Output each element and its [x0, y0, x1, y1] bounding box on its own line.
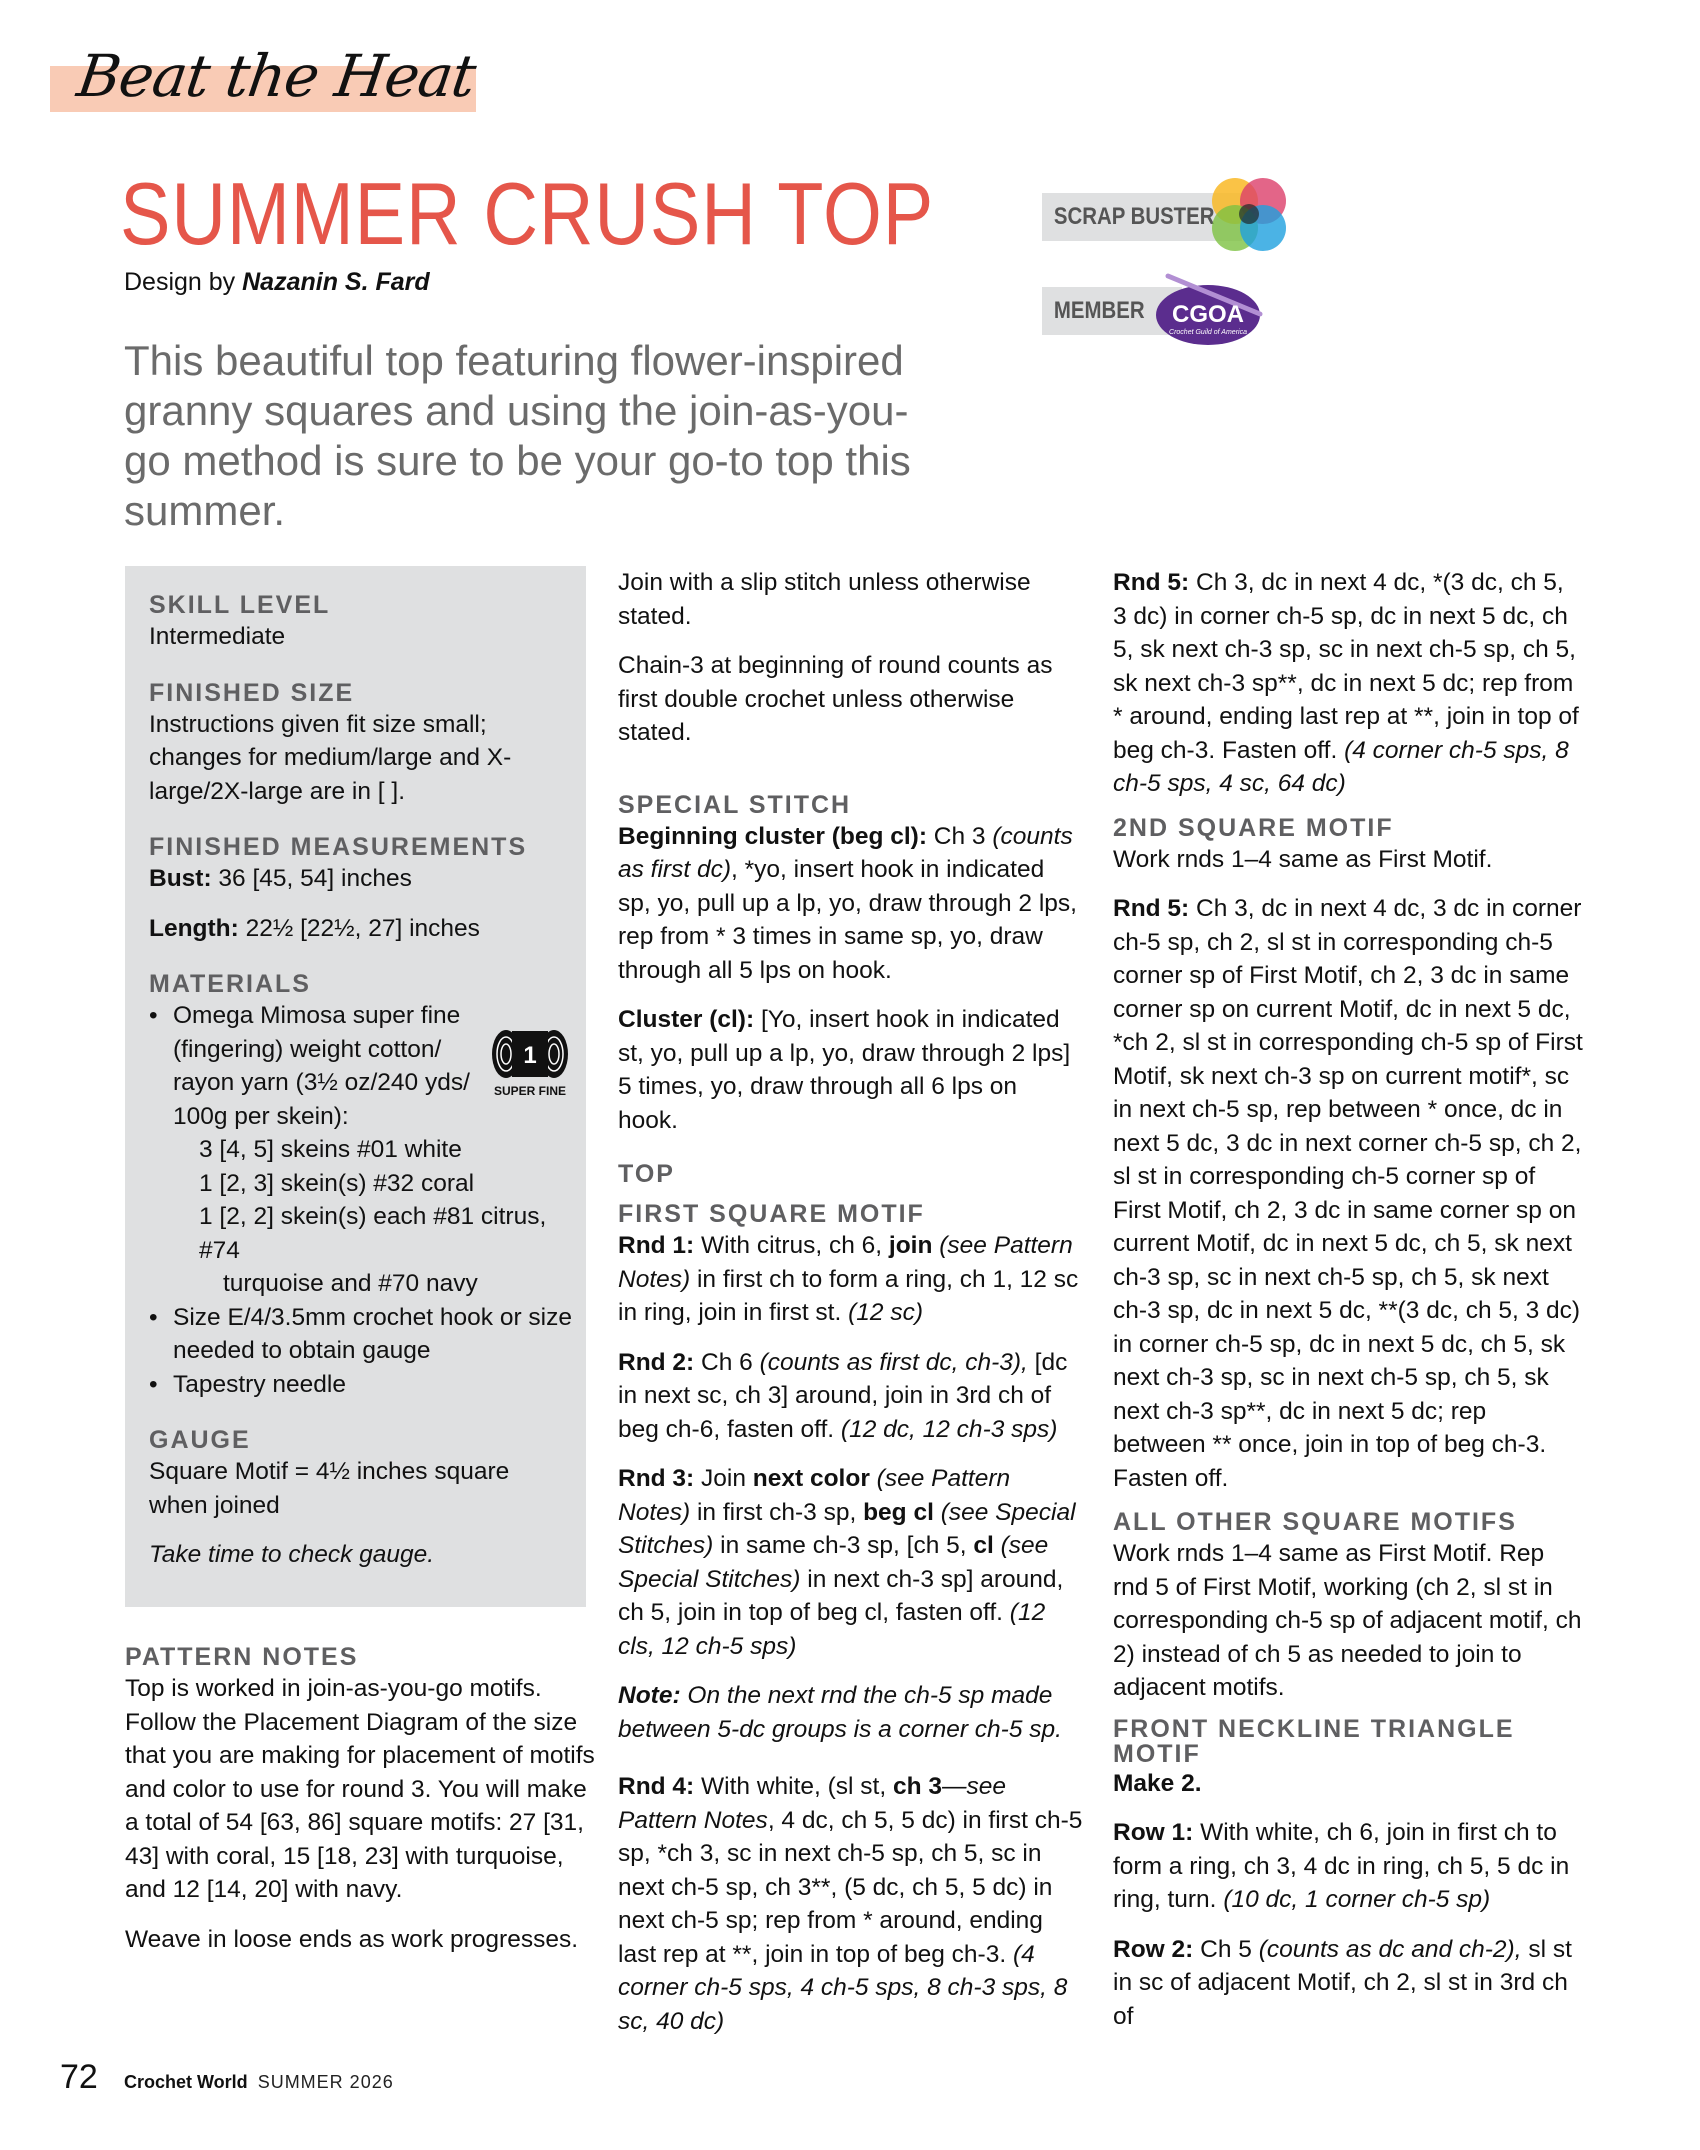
rnd-2 [618, 1346, 1083, 1447]
yarn-weight-icon [488, 1027, 572, 1099]
pattern-note-paragraph: Top is worked in join-as-you-go motifs. Follow the Placement Diagram of the size that you are making for placement of motifs and color to use for round 3. You will make a total of 54 [63, 86] square motifs: 27 [31, 43] with coral, 15 [18, 23] with turquoise, and 12 [14, 20] with navy. [125, 1675, 595, 1903]
other-motifs-heading: ALL OTHER SQUARE MOTIFS [1113, 1508, 1517, 1536]
top-heading: TOP [618, 1160, 675, 1188]
rnd-4 [618, 1770, 1083, 2038]
finished-measurements-heading: FINISHED MEASUREMENTS [149, 833, 528, 861]
text-italic: (counts as first dc, ch-3), [759, 1348, 1028, 1376]
length-value: 22½ [22½, 27] inches [238, 914, 480, 942]
yarn-color-item: 3 [4, 5] skeins #01 white [199, 1136, 462, 1163]
skill-level-heading: SKILL LEVEL [149, 591, 331, 619]
text: Ch 3, dc in next 4 dc, 3 dc in corner ch-5 sp, ch 2, sl st in corresponding ch-5 corner sp of First Motif, ch 2, 3 dc in same corner sp on current Motif, dc in next 5 dc, *ch 2, sl st in corresponding ch-5 sp of First Motif, sk next ch-3 sp on current motif*, sc in next ch-5 sp, rep between * once, dc in next 5 dc, 3 dc in next corner ch-5 sp, ch 2, sl st in corresponding ch-5 corner sp of First Motif, ch 2, 3 dc in same corner sp on current Motif, dc in next 5 dc, ch 5, sk next ch-3 sp, sc in next ch-5 sp, ch 5, sk next ch-3 sp, dc in next 5 dc, **(3 dc, ch 5, 3 dc) in corner ch-5 sp, dc in next 5 dc, ch 5, sk next ch-3 sp, sc in next ch-5 sp, ch 5, sk next ch-3 sp**, dc in next 5 dc; rep between ** once, join in top of beg ch-3. Fasten off. [1113, 895, 1583, 1492]
rnd-label: Rnd 5: [1113, 895, 1190, 922]
page-number: 72 [60, 2058, 98, 2096]
text: With white, ch 6, join in first ch to form a ring, ch 3, 4 dc in ring, ch 5, 5 dc in ring, turn. [1113, 1819, 1570, 1913]
rnd-1 [618, 1229, 1083, 1330]
section-kicker: Beat the Heat [73, 42, 480, 110]
text: [Yo, insert hook in indicated st, yo, pull up a lp, yo, draw through 2 lps] 5 times, yo, draw through all 6 lps on hook. [618, 1006, 1071, 1134]
bust-value: 36 [45, 54] inches [211, 865, 412, 892]
row-label: Row 2: [1113, 1935, 1194, 1963]
finished-size-heading: FINISHED SIZE [149, 678, 355, 707]
gauge-section [149, 1425, 574, 1572]
text: Ch 3, dc in next 4 dc, *(3 dc, ch 5, 3 dc) in corner ch-5 sp, dc in next 5 dc, ch 5, sk next ch-3 sp, sc in next ch-5 sp, ch 5, sk next ch-3 sp**, dc in next 5 dc; rep from * around, ending last rep at **, join in top of beg ch-3. Fasten off. [1113, 569, 1579, 764]
stitch-count: (12 cls, 12 ch-5 sps) [618, 1599, 1046, 1660]
stitch-count: (4 corner ch-5 sps, 8 ch-5 sps, 4 sc, 64 dc) [1113, 736, 1569, 797]
text: in first ch-3 sp, [690, 1498, 864, 1526]
text: , *yo, insert hook in indicated sp, yo, pull up a lp, yo, draw through 2 lps, rep from * 3 times in same sp, yo, draw through all 5 lps on hook. [618, 856, 1077, 984]
second-motif-intro: Work rnds 1–4 same as First Motif. [1113, 845, 1493, 873]
scrap-buster-label: SCRAP BUSTER [1053, 203, 1215, 230]
text-italic: (see Pattern Notes) [618, 1232, 1073, 1293]
member-label: MEMBER [1053, 297, 1145, 324]
yarn-skein-icon [488, 1027, 572, 1099]
gauge-note: Take time to check gauge. [149, 1541, 435, 1568]
materials-hook-item: • Size E/4/3.5mm crochet hook or size needed to obtain gauge [149, 1301, 574, 1368]
designer-name: Nazanin S. Fard [242, 268, 430, 296]
skill-level-value: Intermediate [149, 623, 286, 650]
gauge-heading: GAUGE [149, 1426, 251, 1454]
yarn-color-item: turquoise and #70 navy [223, 1270, 478, 1297]
byline [124, 268, 430, 297]
neckline-make: Make 2. [1113, 1769, 1202, 1797]
text: Join [694, 1465, 753, 1492]
rnd-label: Rnd 4: [618, 1773, 695, 1800]
first-motif-heading: FIRST SQUARE MOTIF [618, 1200, 925, 1228]
materials-heading: MATERIALS [149, 970, 311, 998]
special-stitch-heading: SPECIAL STITCH [618, 790, 852, 819]
other-motifs-text: Work rnds 1–4 same as First Motif. Rep rnd 5 of First Motif, working (ch 2, sl st in corresponding ch-5 sp of adjacent motif, ch 2) instead of ch 5 as needed to join to adjacent motifs. [1113, 1540, 1582, 1701]
finished-measurements-section [149, 832, 574, 945]
stitch-count: (12 sc) [848, 1299, 923, 1326]
second-motif-rnd-5 [1113, 892, 1583, 1495]
issue-label: SUMMER 2026 [257, 2072, 394, 2092]
length-label: Length: [149, 914, 239, 942]
magazine-name: Crochet World [124, 2072, 248, 2092]
yarn-description: Omega Mimosa super fine (fingering) weight cotton/ rayon yarn (3½ oz/240 yds/ 100g per skein): [173, 1002, 470, 1130]
text-bold: beg cl [863, 1498, 934, 1526]
text-italic: (see Special Stitches) [618, 1532, 1049, 1593]
cluster-definition [618, 1003, 1083, 1137]
text: With citrus, ch 6, [694, 1232, 889, 1259]
finished-size-text: Instructions given fit size small; changes for medium/large and X-large/2X-large are in [ ]. [149, 710, 512, 805]
skill-level-section [149, 590, 574, 654]
text: in first ch to form a ring, ch 1, 12 sc in ring, join in first st. [618, 1265, 1079, 1326]
magazine-footer [124, 2072, 394, 2093]
yarn-color-item: 1 [2, 2] skein(s) each #81 citrus, #74 [199, 1203, 547, 1264]
pattern-note-paragraph: Join with a slip stitch unless otherwise stated. [618, 569, 1031, 630]
text: , 4 dc, ch 5, 5 dc) in first ch-5 sp, *ch 3, sc in next ch-5 sp, ch 5, sc in next ch-5 sp, ch 3**, (5 dc, ch 5, 5 dc) in next ch-5 sp; rep from * around, ending last rep at **, join in top of beg ch-3. [618, 1806, 1083, 1968]
overlapping-circles-icon [1205, 176, 1295, 256]
rnd-5 [1113, 566, 1583, 801]
text: Ch 3 [927, 822, 993, 850]
intro-deck: This beautiful top featuring flower-inspired granny squares and using the join-as-you-go method is sure to be your go-to top this summer. [124, 337, 911, 534]
cgoa-logo-icon [1150, 270, 1270, 350]
text-italic: (counts as dc and ch-2), [1258, 1935, 1522, 1963]
rnd-label: Rnd 5: [1113, 569, 1190, 596]
text-italic: (counts as first dc) [618, 822, 1073, 883]
yarn-weight-number: 1 [523, 1042, 537, 1069]
text: Ch 5 [1193, 1935, 1259, 1963]
stitch-count: (4 corner ch-5 sps, 4 ch-5 sps, 8 ch-3 sps, 8 sc, 40 dc) [618, 1940, 1068, 2035]
rnd-label: Rnd 2: [618, 1348, 695, 1376]
text: [dc in next sc, ch 3] around, join in 3rd ch of beg ch-6, fasten off. [618, 1348, 1068, 1443]
cgoa-logo-subtext: Crochet Guild of America [1169, 329, 1247, 336]
neckline-heading: FRONT NECKLINE TRIANGLE MOTIF [1113, 1714, 1515, 1768]
text-bold: join [888, 1232, 933, 1259]
column-3 [1113, 566, 1583, 2049]
cluster-label: Cluster (cl): [618, 1006, 755, 1033]
row-label: Row 1: [1113, 1819, 1194, 1846]
rnd-label: Rnd 3: [618, 1465, 695, 1492]
text-bold: next color [752, 1465, 870, 1492]
text: in same ch-3 sp, [ch 5, [713, 1532, 974, 1559]
column-2 [618, 566, 1083, 2054]
pattern-note-paragraph: Chain-3 at beginning of round counts as first double crochet unless otherwise stated. [618, 652, 1053, 746]
bust-measurement [149, 862, 574, 896]
beg-cluster-definition [618, 820, 1083, 988]
stitch-count: (12 dc, 12 ch-3 sps) [840, 1415, 1058, 1443]
stitch-count: (10 dc, 1 corner ch-5 sp) [1223, 1886, 1491, 1913]
page-title: SUMMER CRUSH TOP [120, 164, 935, 263]
note-label: Note: [618, 1682, 681, 1709]
text-bold: cl [973, 1532, 994, 1559]
length-measurement [149, 912, 574, 946]
note-text: On the next rnd the ch-5 sp made between 5-dc groups is a corner ch-5 sp. [618, 1682, 1062, 1743]
row-1 [1113, 1816, 1583, 1917]
text: Ch 6 [694, 1348, 760, 1376]
materials-list-tools [149, 1301, 574, 1402]
pattern-notes-heading: PATTERN NOTES [125, 1643, 359, 1671]
rnd-note [618, 1679, 1083, 1746]
cgoa-logo-text: CGOA [1172, 301, 1244, 328]
row-2 [1113, 1933, 1583, 2034]
materials-needle-item: • Tapestry needle [149, 1368, 574, 1402]
text-italic: (see Special Stitches) [618, 1498, 1076, 1559]
rnd-3 [618, 1462, 1083, 1663]
pattern-note-paragraph: Weave in loose ends as work progresses. [125, 1925, 579, 1953]
text-bold: ch 3 [892, 1773, 943, 1800]
yarn-weight-label: SUPER FINE [493, 1084, 567, 1098]
byline-prefix: Design by [124, 268, 243, 296]
bust-label: Bust: [149, 865, 212, 892]
text-italic: —see Pattern Notes [618, 1773, 1007, 1834]
gauge-text: Square Motif = 4½ inches square when joined [149, 1458, 510, 1519]
finished-size-section [149, 678, 574, 809]
yarn-color-item: 1 [2, 3] skein(s) #32 coral [199, 1169, 475, 1197]
text: sl st in sc of adjacent Motif, ch 2, sl st in 3rd ch of [1113, 1935, 1572, 2030]
rnd-label: Rnd 1: [618, 1232, 695, 1259]
pattern-notes-section [125, 1642, 595, 1972]
text: With white, (sl st, [694, 1773, 893, 1800]
second-motif-heading: 2ND SQUARE MOTIF [1113, 813, 1394, 842]
beg-cluster-label: Beginning cluster (beg cl): [618, 822, 927, 850]
text-italic: (see Pattern Notes) [618, 1465, 1011, 1526]
text: in next ch-3 sp] around, ch 5, join in top of beg cl, fasten off. [618, 1565, 1064, 1626]
